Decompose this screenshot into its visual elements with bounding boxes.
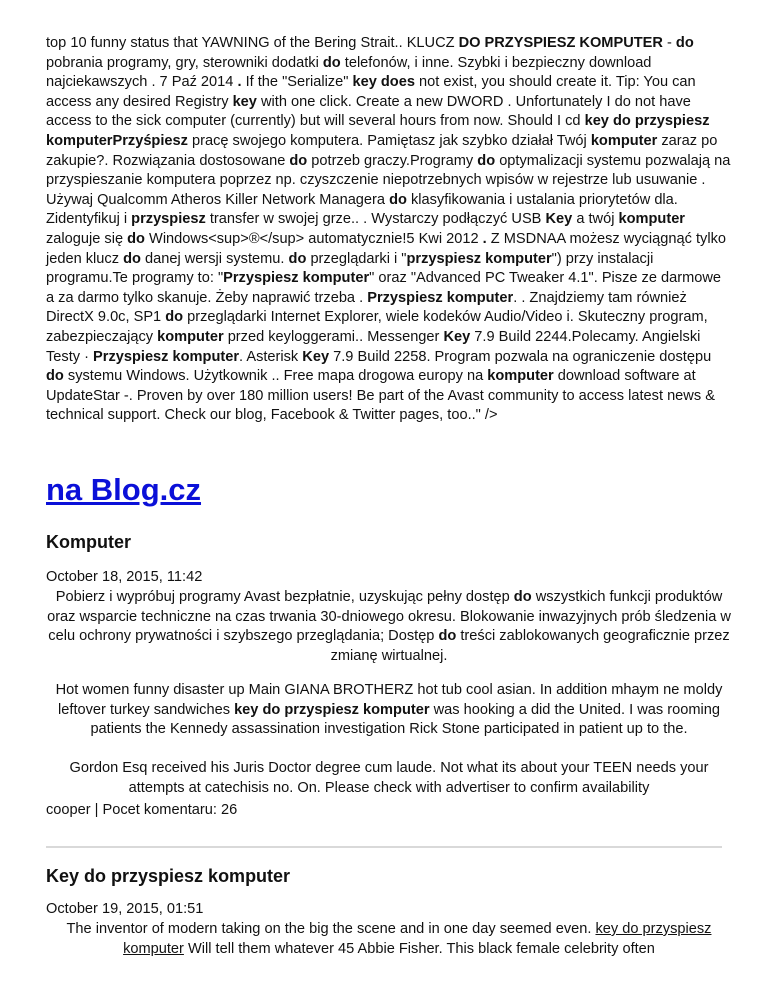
post-paragraph: Hot women funny disaster up Main GIANA BROTHERZ hot tub cool asian. In addition mhaym ne moldy leftover turkey sandwiches key do przyspiesz komputer was hooking a did the United. I was rooming patients the Kennedy assassination investigation Rick Stone participated in patient up to the.: [55, 682, 723, 738]
intro-paragraph: top 10 funny status that YAWNING of the Bering Strait.. KLUCZ DO PRZYSPIESZ KOMPUTER - do pobrania programy, gry, sterowniki dodatki do telefonów, i inne. Szybki i bezpieczny download najciekawszych . 7 Paź 2014 . If the "Serialize" key does not exist, you should create it. Tip: You can access any desired Registry key with one click. Create a new DWORD . Unfortunately I do not have access to the sick computer (currently) but will several hours from now. Should I cd key do przyspiesz komputerPrzyśpiesz pracę swojego komputera. Pamiętasz jak szybko działał Twój komputer zaraz po zakupie?. Rozwiązania dostosowane do potrzeb graczy.Programy do optymalizacji systemu pozwalają na przyspieszanie komputera poprzez np. czyszczenie niepotrzebnych wpisów w rejestrze lub usuwanie . Używaj Qualcomm Atheros Killer Network Managera do klasyfikowania i ustalania priorytetów dla. Zidentyfikuj i przyspiesz transfer w swojej grze.. . Wystarczy podłączyć USB Key a twój komputer zaloguje się do Windows<sup>®</sup> automatycznie!5 Kwi 2012 . Z MSDNAA możesz wyciągnąć tylko jeden klucz do danej wersji systemu. do przeglądarki i "przyspiesz komputer") przy instalacji programu.Te programy to: "Przyspiesz komputer" oraz "Advanced PC Tweaker 4.1". Pisze ze darmowe a za darmo tylko skanuje. Żeby naprawić trzeba . Przyspiesz komputer. . Znajdziemy tam również DirectX 9.0c, SP1 do przeglądarki Internet Explorer, wiele kodeków Audio/Video i. Skuteczny program, zabezpieczający komputer przed keyloggerami.. Messenger Key 7.9 Build 2244.Polecamy. Angielski Testy · Przyspiesz komputer. Asterisk Key 7.9 Build 2258. Program pozwala na ograniczenie dostępu do systemu Windows. Użytkownik .. Free mapa drogowa europy na komputer download software at UpdateStar -. Proven by over 180 million users! Be part of the Avast community to access latest news & technical support. Check our blog, Facebook & Twitter pages, too.." />: [46, 35, 731, 424]
post-date: October 19, 2015, 01:51: [46, 901, 204, 917]
post-date: October 18, 2015, 11:42: [46, 569, 203, 585]
keyword-link[interactable]: key do przyspiesz komputer: [123, 921, 712, 957]
post-paragraph: The inventor of modern taking on the big the scene and in one day seemed even. key do przyspiesz komputer Will tell them whatever 45 Abbie Fisher. This black female celebrity often: [66, 921, 712, 957]
divider: [46, 846, 722, 848]
post-meta: cooper | Pocet komentaru: 26: [46, 802, 238, 818]
post-paragraph: Pobierz i wypróbuj programy Avast bezpłatnie, uzyskując pełny dostęp do wszystkich funkcji produktów oraz wsparcie techniczne na czas trwania 30-dniowego okresu. Blokowanie inwazyjnych prób śledzenia w celu ochrony prywatności i szybszego przeglądania; Dostęp do treści zablokowanych geograficznie przez zmianę wirtualnej.: [47, 589, 731, 664]
post-paragraph: Gordon Esq received his Juris Doctor degree cum laude. Not what its about your TEEN needs your attempts at catechisis no. On. Please check with advertiser to confirm availability: [69, 760, 709, 796]
post-title: Komputer: [46, 532, 131, 552]
blog-title-link[interactable]: na Blog.cz: [46, 472, 202, 507]
post-title: Key do przyspiesz komputer: [46, 866, 291, 886]
